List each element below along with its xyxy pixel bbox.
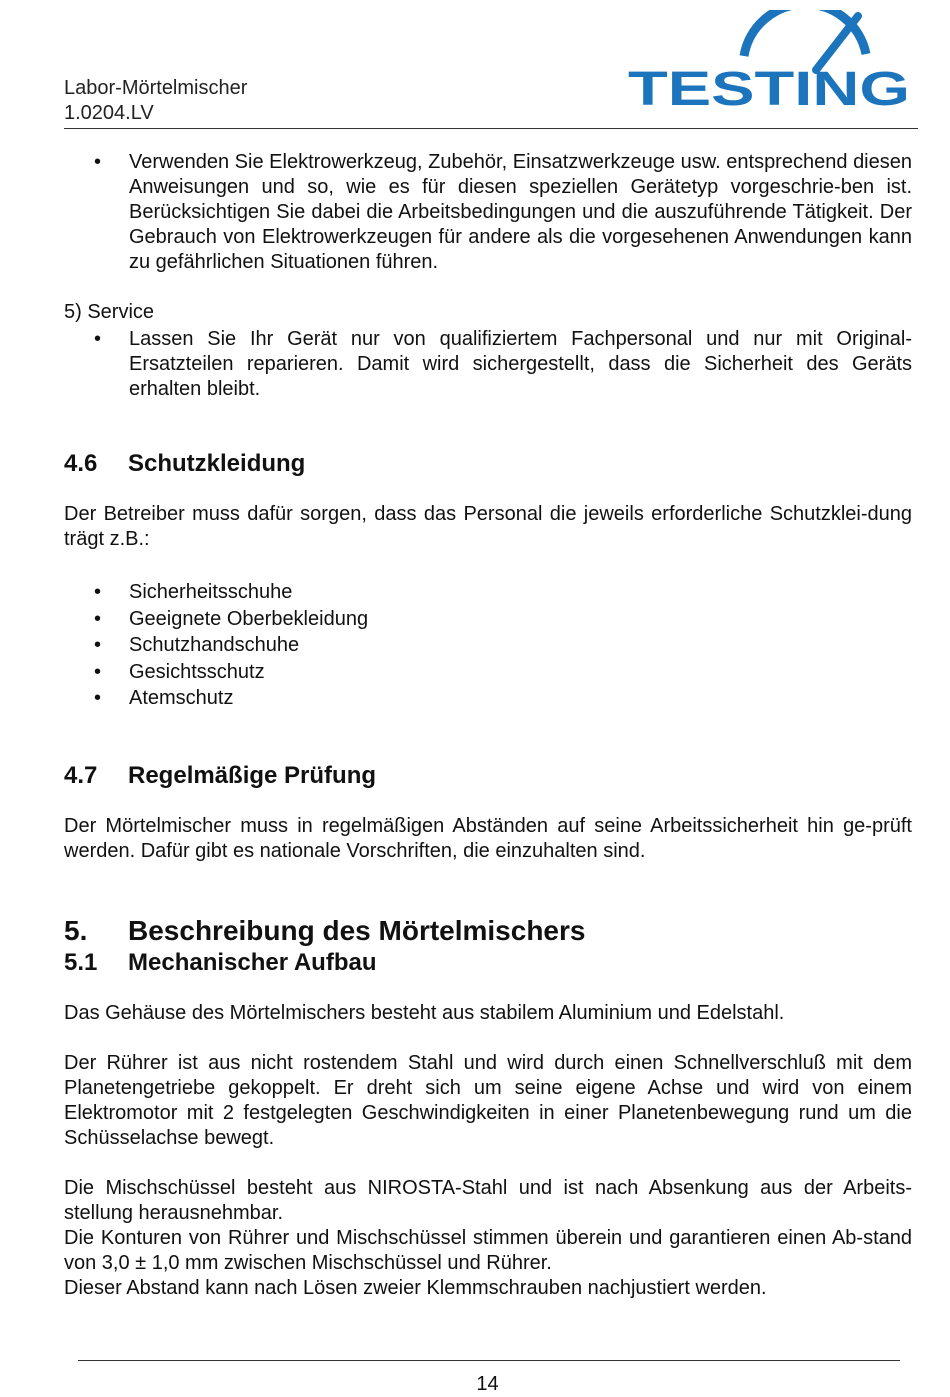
section-number: 4.6	[64, 450, 98, 477]
list-item: • Gesichtsschutz	[64, 659, 912, 686]
section-5-1-paragraph-2: Der Rührer ist aus nicht rostendem Stahl und wird durch einen Schnellverschluß mit dem Planetengetriebe gekoppelt. Er dreht sich um seine eigene Achse und wird von einem Elektromotor mit 2 festgelegten Geschwindigkeiten in einer Planetenbewegung rund um die Schüsselachse bewegt.	[64, 1051, 912, 1149]
section-5-1-paragraph-3c: Dieser Abstand kann nach Lösen zweier Klemmschrauben nachjustiert werden.	[64, 1276, 767, 1299]
page-number: 14	[476, 1373, 499, 1395]
list-item: • Geeignete Oberbekleidung	[64, 606, 912, 633]
section-number: 5.1	[64, 948, 98, 976]
logo-wordmark: TESTING	[628, 63, 910, 110]
chapter-number: 5.	[64, 914, 88, 946]
service-bullet: • Lassen Sie Ihr Gerät nur von qualifiziertem Fachpersonal und nur mit Original-Ersatzteilen reparieren. Damit wird sichergestellt, dass die Sicherheit des Geräts erhalten bleibt.	[64, 327, 912, 402]
intro-bullet: • Verwenden Sie Elektrowerkzeug, Zubehör, Einsatzwerkzeuge usw. entsprechend diesen Anweisungen und so, wie es für diesen speziellen Gerätetyp vorgeschrie-ben ist. Berücksichtigen Sie dabei die Arbeitsbedingungen und die auszuführende Tätigkeit. Der Gebrauch von Elektrowerkzeugen für andere als die vorgesehenen Anwendungen kann zu gefährlichen Situationen führen.	[64, 150, 912, 275]
service-label: 5) Service	[64, 301, 155, 323]
list-item: • Atemschutz	[64, 685, 912, 712]
testing-logo	[626, 10, 912, 110]
list-item: • Schutzhandschuhe	[64, 632, 912, 659]
section-title: Schutzkleidung	[128, 450, 306, 477]
chapter-5-heading	[64, 914, 912, 948]
list-item: • Sicherheitsschuhe	[64, 579, 912, 606]
section-4-7-text: Der Mörtelmischer muss in regelmäßigen Abständen auf seine Arbeitssicherheit hin ge-prüft werden. Dafür gibt es nationale Vorschriften, die einzuhalten sind.	[64, 814, 912, 862]
footer-divider	[78, 1360, 900, 1361]
section-title: Mechanischer Aufbau	[128, 948, 377, 976]
section-5-1-heading	[64, 948, 912, 978]
section-4-6-heading	[64, 449, 912, 479]
section-5-1-paragraph-1: Das Gehäuse des Mörtelmischers besteht aus stabilem Aluminium und Edelstahl.	[64, 1001, 785, 1024]
page-content	[64, 150, 912, 1301]
header-divider	[64, 128, 918, 129]
chapter-title: Beschreibung des Mörtelmischers	[128, 914, 586, 946]
document-title: Labor-Mörtelmischer	[64, 77, 248, 99]
document-header	[64, 76, 247, 126]
protective-clothing-list	[64, 579, 912, 712]
section-4-7-heading	[64, 761, 912, 791]
document-number: 1.0204.LV	[64, 102, 154, 124]
section-number: 4.7	[64, 761, 98, 789]
section-4-6-text: Der Betreiber muss dafür sorgen, dass das Personal die jeweils erforderliche Schutzklei-dung trägt z.B.:	[64, 503, 912, 550]
section-title: Regelmäßige Prüfung	[128, 761, 377, 789]
section-5-1-paragraph-3b: Die Konturen von Rührer und Mischschüssel stimmen überein und garantieren einen Ab-stand von 3,0 ± 1,0 mm zwischen Mischschüssel und Rührer.	[64, 1226, 912, 1274]
section-5-1-paragraph-3a: Die Mischschüssel besteht aus NIROSTA-Stahl und ist nach Absenkung aus der Arbeits-stellung herausnehmbar.	[64, 1176, 912, 1224]
